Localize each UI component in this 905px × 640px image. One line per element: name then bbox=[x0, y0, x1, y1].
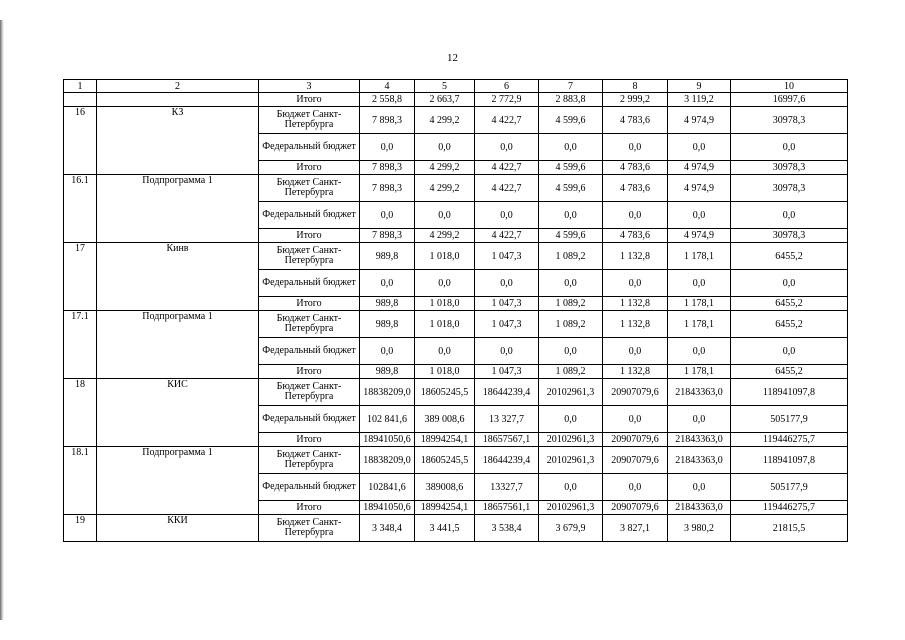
value-cell: 1 047,3 bbox=[475, 243, 539, 270]
value-cell: 6455,2 bbox=[731, 297, 848, 311]
source-cell: Бюджет Санкт-Петербурга bbox=[259, 107, 360, 134]
value-cell: 20907079,6 bbox=[603, 433, 668, 447]
value-cell: 4 422,7 bbox=[475, 229, 539, 243]
value-cell: 0,0 bbox=[539, 338, 603, 365]
value-cell: 0,0 bbox=[731, 134, 848, 161]
source-cell: Итого bbox=[259, 365, 360, 379]
source-cell: Федеральный бюджет bbox=[259, 338, 360, 365]
row-number: 16 bbox=[64, 107, 97, 175]
source-cell: Федеральный бюджет bbox=[259, 134, 360, 161]
row-name: ККИ bbox=[97, 515, 259, 542]
value-cell: 0,0 bbox=[539, 270, 603, 297]
value-cell: 13327,7 bbox=[475, 474, 539, 501]
value-cell: 989,8 bbox=[360, 297, 415, 311]
table-row bbox=[64, 447, 848, 474]
column-header: 8 bbox=[603, 80, 668, 93]
value-cell: 30978,3 bbox=[731, 229, 848, 243]
source-cell: Федеральный бюджет bbox=[259, 202, 360, 229]
value-cell: 1 132,8 bbox=[603, 311, 668, 338]
value-cell: 18605245,5 bbox=[415, 379, 475, 406]
table-row bbox=[64, 379, 848, 406]
source-cell: Итого bbox=[259, 93, 360, 107]
source-cell: Федеральный бюджет bbox=[259, 474, 360, 501]
value-cell: 1 178,1 bbox=[668, 311, 731, 338]
value-cell: 7 898,3 bbox=[360, 161, 415, 175]
value-cell: 1 089,2 bbox=[539, 297, 603, 311]
source-cell: Бюджет Санкт-Петербурга bbox=[259, 379, 360, 406]
value-cell: 21843363,0 bbox=[668, 501, 731, 515]
row-name: Подпрограмма 1 bbox=[97, 447, 259, 515]
value-cell: 21843363,0 bbox=[668, 379, 731, 406]
value-cell: 18657561,1 bbox=[475, 501, 539, 515]
value-cell: 1 089,2 bbox=[539, 365, 603, 379]
value-cell: 4 422,7 bbox=[475, 175, 539, 202]
value-cell: 2 772,9 bbox=[475, 93, 539, 107]
value-cell: 1 178,1 bbox=[668, 297, 731, 311]
value-cell: 4 974,9 bbox=[668, 107, 731, 134]
value-cell: 3 441,5 bbox=[415, 515, 475, 542]
row-number: 18.1 bbox=[64, 447, 97, 515]
value-cell: 30978,3 bbox=[731, 175, 848, 202]
value-cell: 7 898,3 bbox=[360, 229, 415, 243]
row-name: Кинв bbox=[97, 243, 259, 311]
value-cell: 18644239,4 bbox=[475, 379, 539, 406]
value-cell: 118941097,8 bbox=[731, 447, 848, 474]
value-cell: 18657567,1 bbox=[475, 433, 539, 447]
value-cell: 0,0 bbox=[539, 474, 603, 501]
value-cell: 16997,6 bbox=[731, 93, 848, 107]
table-row bbox=[64, 175, 848, 202]
scan-edge bbox=[0, 20, 4, 620]
value-cell: 4 422,7 bbox=[475, 161, 539, 175]
value-cell: 30978,3 bbox=[731, 107, 848, 134]
value-cell: 1 047,3 bbox=[475, 365, 539, 379]
value-cell: 0,0 bbox=[415, 202, 475, 229]
budget-table bbox=[63, 79, 848, 542]
value-cell: 1 047,3 bbox=[475, 311, 539, 338]
value-cell: 20907079,6 bbox=[603, 447, 668, 474]
table-row bbox=[64, 311, 848, 338]
value-cell: 20907079,6 bbox=[603, 501, 668, 515]
value-cell: 3 827,1 bbox=[603, 515, 668, 542]
value-cell: 0,0 bbox=[731, 338, 848, 365]
column-header: 4 bbox=[360, 80, 415, 93]
value-cell: 4 422,7 bbox=[475, 107, 539, 134]
value-cell: 30978,3 bbox=[731, 161, 848, 175]
value-cell: 21843363,0 bbox=[668, 433, 731, 447]
row-number: 17.1 bbox=[64, 311, 97, 379]
value-cell: 389008,6 bbox=[415, 474, 475, 501]
source-cell: Итого bbox=[259, 161, 360, 175]
value-cell: 18941050,6 bbox=[360, 433, 415, 447]
value-cell: 0,0 bbox=[539, 202, 603, 229]
value-cell: 1 178,1 bbox=[668, 365, 731, 379]
value-cell: 4 974,9 bbox=[668, 229, 731, 243]
value-cell: 4 599,6 bbox=[539, 175, 603, 202]
value-cell: 119446275,7 bbox=[731, 501, 848, 515]
value-cell: 0,0 bbox=[360, 134, 415, 161]
value-cell: 1 047,3 bbox=[475, 297, 539, 311]
value-cell: 0,0 bbox=[539, 134, 603, 161]
value-cell: 989,8 bbox=[360, 365, 415, 379]
value-cell: 1 089,2 bbox=[539, 243, 603, 270]
value-cell: 1 018,0 bbox=[415, 243, 475, 270]
value-cell: 6455,2 bbox=[731, 365, 848, 379]
value-cell: 3 119,2 bbox=[668, 93, 731, 107]
value-cell: 18994254,1 bbox=[415, 433, 475, 447]
num-cell bbox=[64, 93, 97, 107]
value-cell: 0,0 bbox=[475, 134, 539, 161]
value-cell: 18644239,4 bbox=[475, 447, 539, 474]
value-cell: 18994254,1 bbox=[415, 501, 475, 515]
value-cell: 2 999,2 bbox=[603, 93, 668, 107]
value-cell: 4 783,6 bbox=[603, 107, 668, 134]
value-cell: 0,0 bbox=[603, 202, 668, 229]
value-cell: 119446275,7 bbox=[731, 433, 848, 447]
value-cell: 0,0 bbox=[668, 406, 731, 433]
value-cell: 0,0 bbox=[603, 406, 668, 433]
value-cell: 4 974,9 bbox=[668, 161, 731, 175]
value-cell: 1 018,0 bbox=[415, 365, 475, 379]
value-cell: 0,0 bbox=[603, 270, 668, 297]
value-cell: 21815,5 bbox=[731, 515, 848, 542]
value-cell: 0,0 bbox=[668, 270, 731, 297]
value-cell: 20907079,6 bbox=[603, 379, 668, 406]
table-body bbox=[64, 80, 848, 542]
source-cell: Бюджет Санкт-Петербурга bbox=[259, 175, 360, 202]
header-row bbox=[64, 80, 848, 93]
value-cell: 0,0 bbox=[603, 338, 668, 365]
row-name: КЗ bbox=[97, 107, 259, 175]
value-cell: 118941097,8 bbox=[731, 379, 848, 406]
value-cell: 13 327,7 bbox=[475, 406, 539, 433]
value-cell: 18941050,6 bbox=[360, 501, 415, 515]
column-header: 5 bbox=[415, 80, 475, 93]
value-cell: 3 538,4 bbox=[475, 515, 539, 542]
row-number: 19 bbox=[64, 515, 97, 542]
name-cell bbox=[97, 93, 259, 107]
value-cell: 989,8 bbox=[360, 311, 415, 338]
value-cell: 0,0 bbox=[415, 270, 475, 297]
value-cell: 20102961,3 bbox=[539, 501, 603, 515]
value-cell: 20102961,3 bbox=[539, 447, 603, 474]
value-cell: 7 898,3 bbox=[360, 107, 415, 134]
value-cell: 0,0 bbox=[731, 270, 848, 297]
value-cell: 0,0 bbox=[360, 202, 415, 229]
value-cell: 0,0 bbox=[668, 134, 731, 161]
value-cell: 102 841,6 bbox=[360, 406, 415, 433]
value-cell: 102841,6 bbox=[360, 474, 415, 501]
value-cell: 0,0 bbox=[475, 202, 539, 229]
value-cell: 1 132,8 bbox=[603, 297, 668, 311]
source-cell: Бюджет Санкт-Петербурга bbox=[259, 447, 360, 474]
column-header: 6 bbox=[475, 80, 539, 93]
value-cell: 1 018,0 bbox=[415, 311, 475, 338]
source-cell: Бюджет Санкт-Петербурга bbox=[259, 311, 360, 338]
row-number: 18 bbox=[64, 379, 97, 447]
value-cell: 18838209,0 bbox=[360, 379, 415, 406]
value-cell: 6455,2 bbox=[731, 243, 848, 270]
page-number: 12 bbox=[447, 52, 458, 64]
source-cell: Итого bbox=[259, 433, 360, 447]
table-row bbox=[64, 515, 848, 542]
value-cell: 3 980,2 bbox=[668, 515, 731, 542]
table-row bbox=[64, 107, 848, 134]
value-cell: 389 008,6 bbox=[415, 406, 475, 433]
value-cell: 0,0 bbox=[603, 134, 668, 161]
row-name: Подпрограмма 1 bbox=[97, 175, 259, 243]
column-header: 3 bbox=[259, 80, 360, 93]
column-header: 1 bbox=[64, 80, 97, 93]
value-cell: 0,0 bbox=[475, 270, 539, 297]
value-cell: 3 679,9 bbox=[539, 515, 603, 542]
column-header: 10 bbox=[731, 80, 848, 93]
table-row bbox=[64, 243, 848, 270]
value-cell: 505177,9 bbox=[731, 474, 848, 501]
value-cell: 1 018,0 bbox=[415, 297, 475, 311]
column-header: 9 bbox=[668, 80, 731, 93]
value-cell: 1 178,1 bbox=[668, 243, 731, 270]
row-name: КИС bbox=[97, 379, 259, 447]
value-cell: 0,0 bbox=[475, 338, 539, 365]
value-cell: 2 883,8 bbox=[539, 93, 603, 107]
source-cell: Итого bbox=[259, 297, 360, 311]
column-header: 2 bbox=[97, 80, 259, 93]
value-cell: 505177,9 bbox=[731, 406, 848, 433]
value-cell: 989,8 bbox=[360, 243, 415, 270]
source-cell: Бюджет Санкт-Петербурга bbox=[259, 515, 360, 542]
value-cell: 4 299,2 bbox=[415, 161, 475, 175]
source-cell: Федеральный бюджет bbox=[259, 270, 360, 297]
value-cell: 18838209,0 bbox=[360, 447, 415, 474]
value-cell: 0,0 bbox=[360, 270, 415, 297]
value-cell: 1 132,8 bbox=[603, 365, 668, 379]
row-number: 16.1 bbox=[64, 175, 97, 243]
value-cell: 0,0 bbox=[668, 474, 731, 501]
source-cell: Итого bbox=[259, 501, 360, 515]
value-cell: 7 898,3 bbox=[360, 175, 415, 202]
source-cell: Федеральный бюджет bbox=[259, 406, 360, 433]
value-cell: 0,0 bbox=[731, 202, 848, 229]
value-cell: 4 783,6 bbox=[603, 229, 668, 243]
value-cell: 0,0 bbox=[539, 406, 603, 433]
value-cell: 0,0 bbox=[360, 338, 415, 365]
value-cell: 4 599,6 bbox=[539, 229, 603, 243]
value-cell: 2 558,8 bbox=[360, 93, 415, 107]
column-header: 7 bbox=[539, 80, 603, 93]
value-cell: 4 299,2 bbox=[415, 175, 475, 202]
value-cell: 1 089,2 bbox=[539, 311, 603, 338]
value-cell: 4 599,6 bbox=[539, 107, 603, 134]
value-cell: 0,0 bbox=[668, 202, 731, 229]
source-cell: Итого bbox=[259, 229, 360, 243]
row-number: 17 bbox=[64, 243, 97, 311]
value-cell: 3 348,4 bbox=[360, 515, 415, 542]
value-cell: 0,0 bbox=[668, 338, 731, 365]
value-cell: 4 599,6 bbox=[539, 161, 603, 175]
value-cell: 0,0 bbox=[415, 134, 475, 161]
value-cell: 21843363,0 bbox=[668, 447, 731, 474]
value-cell: 20102961,3 bbox=[539, 433, 603, 447]
source-cell: Бюджет Санкт-Петербурга bbox=[259, 243, 360, 270]
value-cell: 4 783,6 bbox=[603, 161, 668, 175]
value-cell: 20102961,3 bbox=[539, 379, 603, 406]
row-name: Подпрограмма 1 bbox=[97, 311, 259, 379]
value-cell: 1 132,8 bbox=[603, 243, 668, 270]
value-cell: 4 299,2 bbox=[415, 107, 475, 134]
value-cell: 6455,2 bbox=[731, 311, 848, 338]
value-cell: 2 663,7 bbox=[415, 93, 475, 107]
value-cell: 0,0 bbox=[603, 474, 668, 501]
carry-over-row bbox=[64, 93, 848, 107]
value-cell: 4 974,9 bbox=[668, 175, 731, 202]
value-cell: 4 299,2 bbox=[415, 229, 475, 243]
value-cell: 4 783,6 bbox=[603, 175, 668, 202]
value-cell: 0,0 bbox=[415, 338, 475, 365]
value-cell: 18605245,5 bbox=[415, 447, 475, 474]
